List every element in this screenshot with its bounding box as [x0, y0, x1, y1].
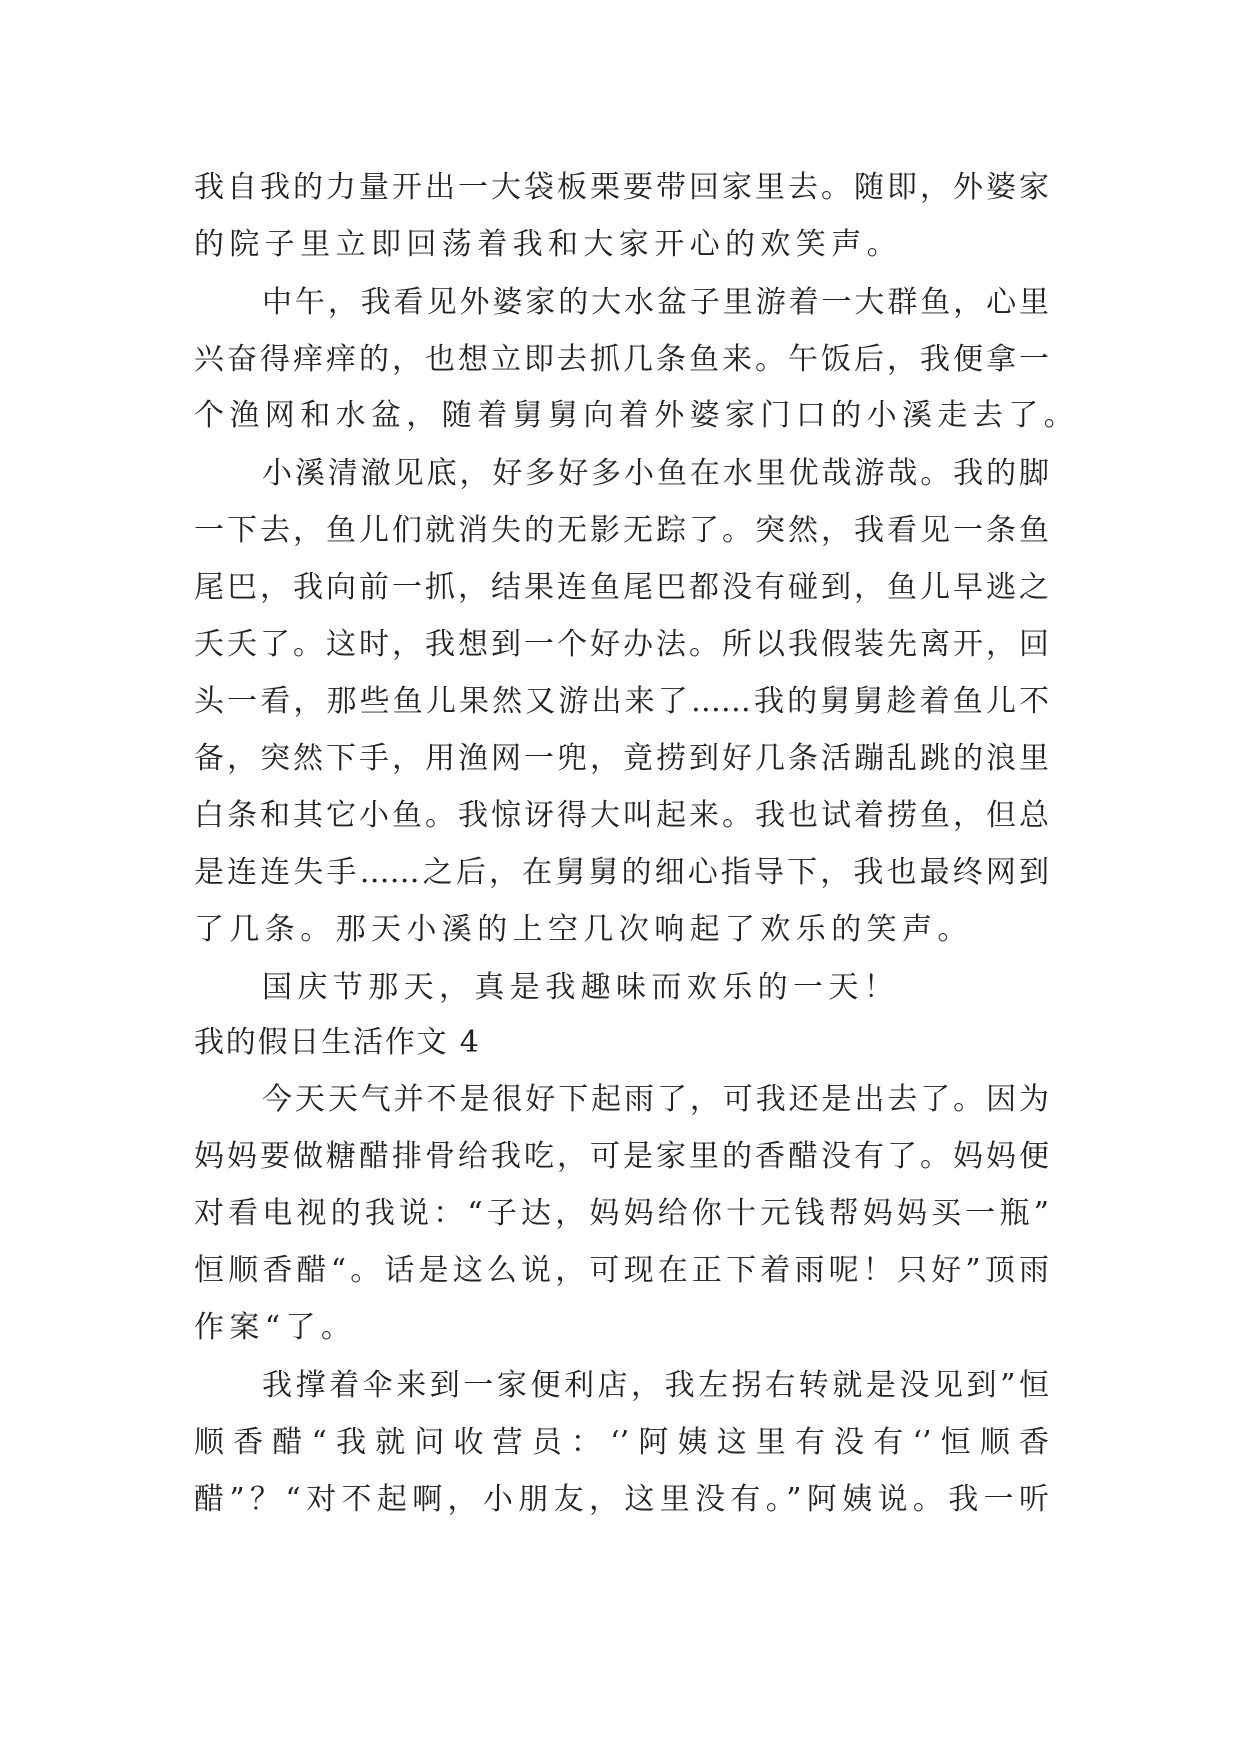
paragraph-first-line	[0, 444, 1241, 504]
text-line-content: 我撑着伞来到一家便利店，我左拐右转就是没见到”恒	[262, 1368, 1049, 1403]
text-line-content: 头一看，那些鱼儿果然又游出来了……我的舅舅趁着鱼儿不	[194, 684, 1049, 719]
section-heading	[0, 1013, 1241, 1073]
paragraph-first-line	[0, 1356, 1241, 1416]
text-line	[0, 1298, 1241, 1358]
text-line-content: 作案“了。	[194, 1310, 357, 1345]
text-line	[0, 786, 1241, 846]
text-line	[0, 672, 1241, 732]
text-line	[0, 1241, 1241, 1301]
text-line	[0, 215, 1241, 275]
text-line	[0, 558, 1241, 618]
text-line	[0, 729, 1241, 789]
text-line-content: 是连连失手……之后，在舅舅的细心指导下，我也最终网到	[194, 855, 1049, 890]
text-line	[0, 386, 1241, 446]
paragraph-first-line	[0, 273, 1241, 333]
text-line-content: 小溪清澈见底，好多好多小鱼在水里优哉游哉。我的脚	[262, 456, 1049, 491]
text-line	[0, 1184, 1241, 1244]
text-line	[0, 330, 1241, 390]
text-line-content: 顺香醋“我就问收营员：‘’阿姨这里有没有‘’恒顺香	[194, 1425, 1049, 1460]
text-line-content: 今天天气并不是很好下起雨了，可我还是出去了。因为	[262, 1082, 1049, 1117]
text-line-content: 恒顺香醋“。话是这么说，可现在正下着雨呢！只好”顶雨	[194, 1253, 1049, 1288]
text-line	[0, 158, 1241, 218]
text-line	[0, 843, 1241, 903]
text-line-content: 白条和其它小鱼。我惊讶得大叫起来。我也试着捞鱼，但总	[194, 798, 1049, 833]
text-line-content: 了几条。那天小溪的上空几次响起了欢乐的笑声。	[194, 912, 973, 947]
text-line-content: 尾巴，我向前一抓，结果连鱼尾巴都没有碰到，鱼儿早逃之	[194, 570, 1049, 605]
section-heading-text: 我的假日生活作文 4	[194, 1025, 481, 1060]
text-line	[0, 615, 1241, 675]
paragraph-first-line	[0, 958, 1241, 1018]
text-line-content: 个渔网和水盆，随着舅舅向着外婆家门口的小溪走去了。	[194, 398, 1079, 433]
text-line	[0, 1413, 1241, 1473]
text-line-content: 一下去，鱼儿们就消失的无影无踪了。突然，我看见一条鱼	[194, 513, 1049, 548]
text-line-content: 对看电视的我说：“子达，妈妈给你十元钱帮妈妈买一瓶”	[194, 1196, 1049, 1231]
text-line-content: 的院子里立即回荡着我和大家开心的欢笑声。	[194, 227, 902, 262]
text-line-content: 国庆节那天，真是我趣味而欢乐的一天！	[262, 970, 900, 1005]
text-line-content: 备，突然下手，用渔网一兜，竟捞到好几条活蹦乱跳的浪里	[194, 741, 1049, 776]
text-line-content: 中午，我看见外婆家的大水盆子里游着一大群鱼，心里	[262, 285, 1049, 320]
text-line	[0, 501, 1241, 561]
text-line	[0, 1470, 1241, 1530]
text-line-content: 妈妈要做糖醋排骨给我吃，可是家里的香醋没有了。妈妈便	[194, 1139, 1049, 1174]
text-line-content: 醋”？“对不起啊，小朋友，这里没有。”阿姨说。我一听	[194, 1482, 1049, 1517]
paragraph-first-line	[0, 1070, 1241, 1130]
text-line	[0, 900, 1241, 960]
text-line-content: 我自我的力量开出一大袋板栗要带回家里去。随即，外婆家	[194, 170, 1049, 205]
text-line	[0, 1127, 1241, 1187]
text-line-content: 夭夭了。这时，我想到一个好办法。所以我假装先离开，回	[194, 627, 1049, 662]
text-line-content: 兴奋得痒痒的，也想立即去抓几条鱼来。午饭后，我便拿一	[194, 342, 1049, 377]
